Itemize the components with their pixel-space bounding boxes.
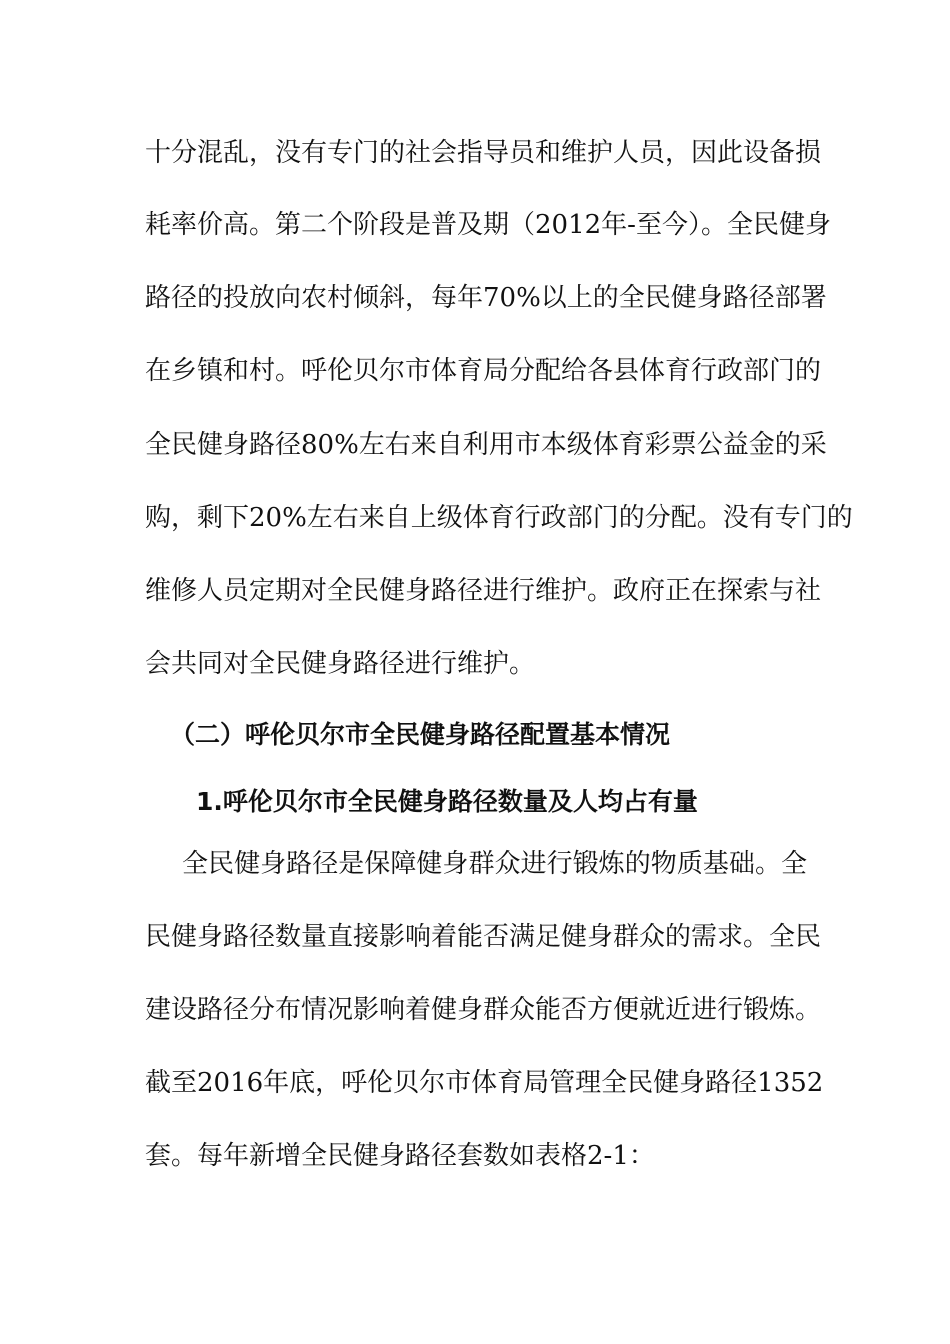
paragraph-2-line-4: 截至2016年底，呼伦贝尔市体育局管理全民健身路径1352 [145, 1068, 824, 1098]
paragraph-1-line-5: 全民健身路径80%左右来自利用市本级体育彩票公益金的采 [145, 430, 827, 460]
paragraph-1-line-2: 耗率价高。第二个阶段是普及期（2012年-至今）。全民健身 [145, 210, 831, 240]
paragraph-1-line-3: 路径的投放向农村倾斜，每年70%以上的全民健身路径部署 [145, 283, 827, 313]
paragraph-1-line-1: 十分混乱，没有专门的社会指导员和维护人员，因此设备损 [145, 138, 822, 168]
paragraph-1-line-4: 在乡镇和村。呼伦贝尔市体育局分配给各县体育行政部门的 [145, 356, 822, 386]
section-heading: （二）呼伦贝尔市全民健身路径配置基本情况 [170, 720, 671, 749]
paragraph-2-line-1: 全民健身路径是保障健身群众进行锻炼的物质基础。全 [182, 849, 807, 879]
paragraph-1-line-8: 会共同对全民健身路径进行维护。 [145, 649, 536, 679]
paragraph-2-line-5: 套。每年新增全民健身路径套数如表格2-1： [145, 1141, 655, 1171]
paragraph-1-line-6: 购，剩下20%左右来自上级体育行政部门的分配。没有专门的 [145, 503, 853, 533]
subsection-heading: 1.呼伦贝尔市全民健身路径数量及人均占有量 [196, 787, 698, 816]
paragraph-1-line-7: 维修人员定期对全民健身路径进行维护。政府正在探索与社 [145, 576, 822, 606]
paragraph-2-line-3: 建设路径分布情况影响着健身群众能否方便就近进行锻炼。 [145, 995, 822, 1025]
paragraph-2-line-2: 民健身路径数量直接影响着能否满足健身群众的需求。全民 [145, 922, 822, 952]
